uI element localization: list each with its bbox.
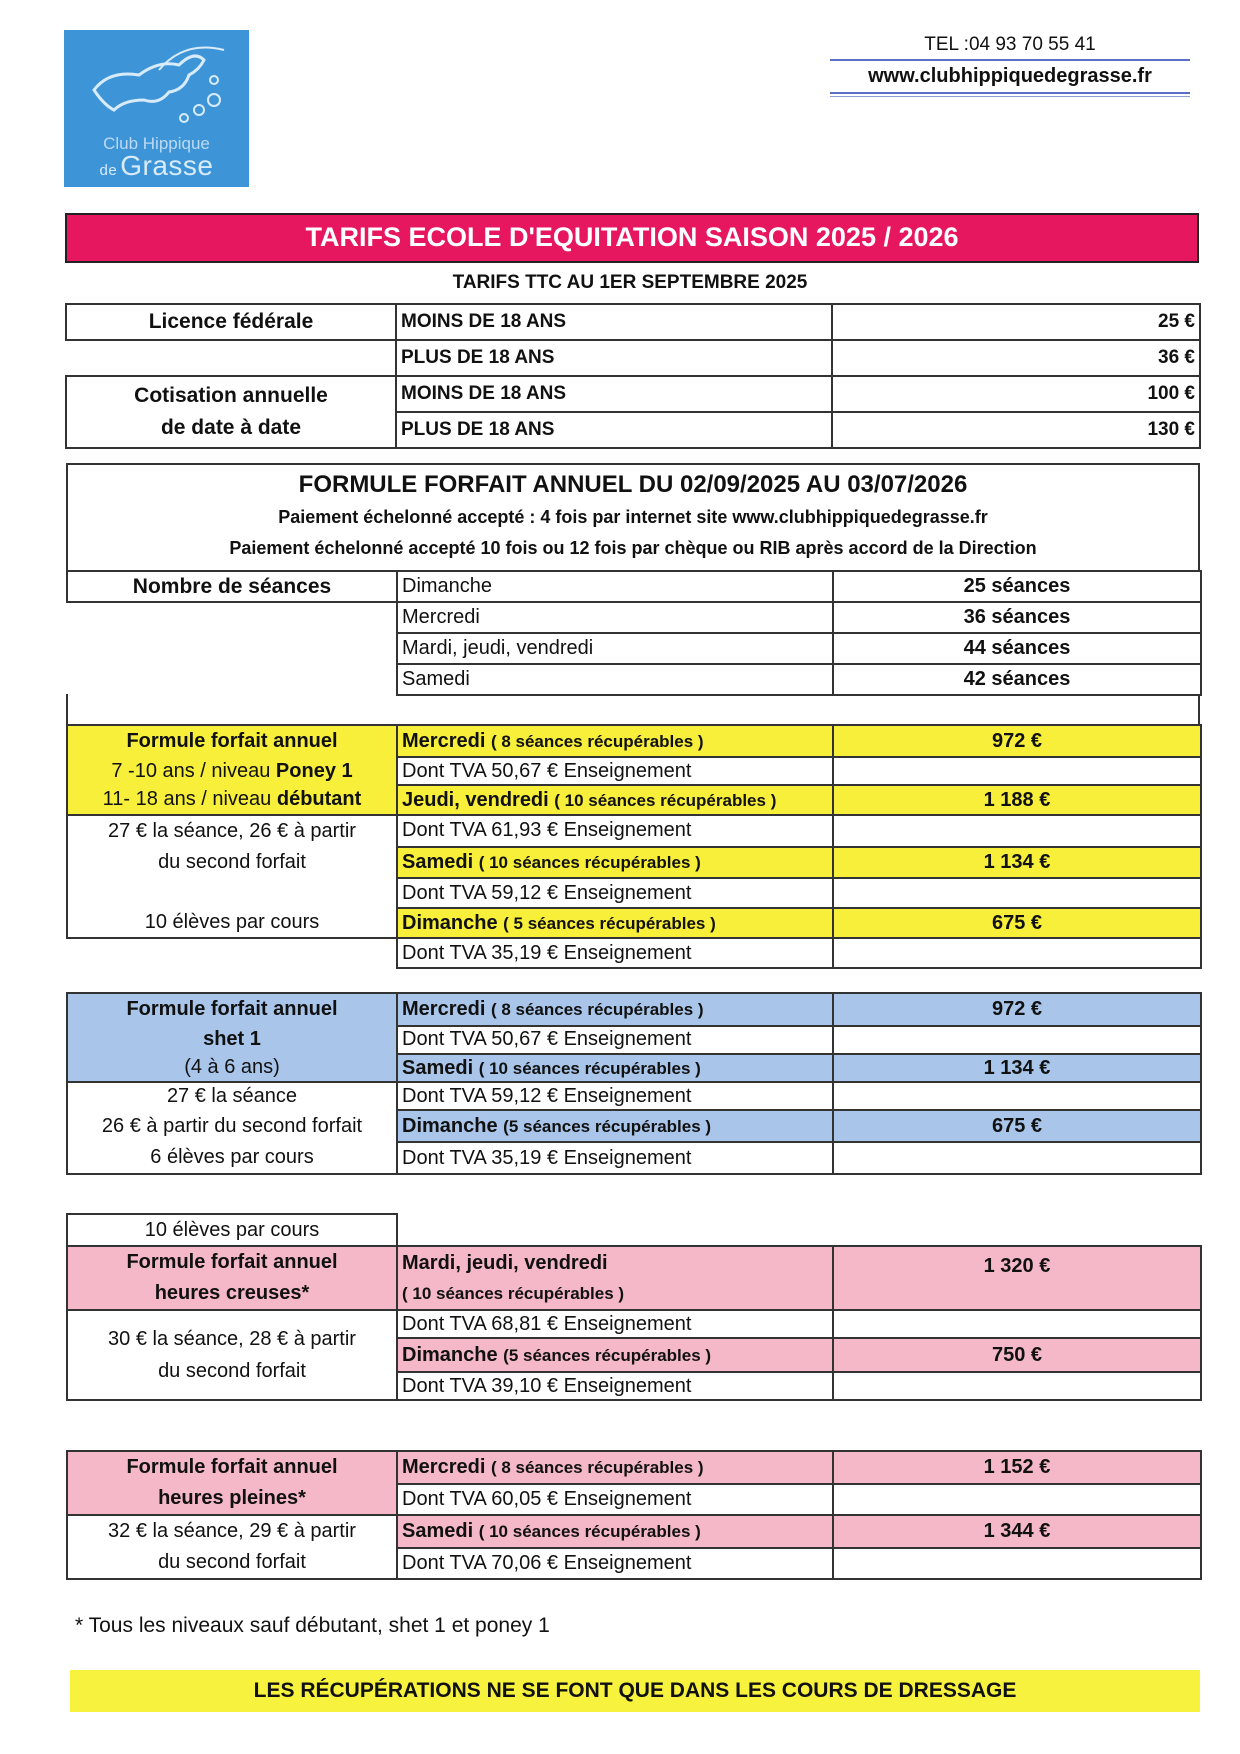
price-cell: 1 152 € [833, 1451, 1201, 1484]
footer-banner: LES RÉCUPÉRATIONS NE SE FONT QUE DANS LES COURS DE DRESSAGE [70, 1670, 1200, 1712]
table-row [67, 757, 1201, 785]
shet-table [66, 992, 1202, 1175]
page-title: TARIFS ECOLE D'EQUITATION SAISON 2025 / 2026 [65, 213, 1199, 263]
day-cell: Samedi [397, 664, 833, 695]
day-cell: Mercredi ( 8 séances récupérables ) [397, 725, 833, 757]
seances-table [66, 570, 1202, 696]
page-subtitle: TARIFS TTC AU 1ER SEPTEMBRE 2025 [452, 272, 808, 293]
contact-block [830, 34, 1220, 97]
day-cell: Mercredi [397, 602, 833, 633]
table-row [67, 1246, 1201, 1310]
tva-cell: Dont TVA 60,05 € Enseignement [397, 1484, 833, 1515]
website-link[interactable]: www.clubhippiquedegrasse.fr [830, 61, 1190, 94]
creuses-section [66, 1213, 1200, 1401]
table-row [67, 785, 1201, 815]
price-cell: 675 € [833, 1110, 1201, 1142]
tva-cell: Dont TVA 59,12 € Enseignement [397, 878, 833, 908]
creuses-title: Formule forfait annuel heures creuses* [67, 1246, 397, 1310]
table-row [66, 304, 1200, 340]
price-cell: 1 344 € [833, 1515, 1201, 1548]
price-cell: 1 188 € [833, 785, 1201, 815]
tva-cell: Dont TVA 50,67 € Enseignement [397, 1026, 833, 1054]
licence-label: Licence fédérale [66, 304, 396, 340]
tva-cell: Dont TVA 35,19 € Enseignement [397, 1142, 833, 1174]
table-row [66, 376, 1200, 412]
shet-price2: 26 € à partir du second forfait [67, 1110, 397, 1142]
payment-cheque: Paiement échelonné accepté 10 fois ou 12 fois par chèque ou RIB après accord de la Direction [229, 538, 1037, 558]
seances-label: Nombre de séances [67, 571, 397, 602]
table-row [67, 664, 1201, 695]
shet-title: Formule forfait annuel shet 1 [67, 993, 397, 1054]
day-cell: Dimanche (5 séances récupérables ) [397, 1110, 833, 1142]
day-cell: Dimanche [397, 571, 833, 602]
day-cell: Samedi ( 10 séances récupérables ) [397, 1054, 833, 1082]
pleines-section [66, 1450, 1200, 1580]
day-cell: Dimanche (5 séances récupérables ) [397, 1338, 833, 1372]
shet-students: 6 élèves par cours [67, 1142, 397, 1174]
footnote: * Tous les niveaux sauf débutant, shet 1 et poney 1 [75, 1614, 550, 1637]
shet-price1: 27 € la séance [67, 1082, 397, 1110]
poney-students: 10 élèves par cours [67, 908, 397, 938]
table-row [67, 1214, 1201, 1246]
poney-price-info: 27 € la séance, 26 € à partir du second forfait [67, 815, 397, 878]
creuses-price-info: 30 € la séance, 28 € à partir du second forfait [67, 1310, 397, 1400]
table-row [67, 1082, 1201, 1110]
tva-cell: Dont TVA 39,10 € Enseignement [397, 1372, 833, 1400]
club-logo [64, 30, 249, 187]
age-cell: PLUS DE 18 ANS [396, 340, 832, 376]
price-cell: 1 134 € [833, 1054, 1201, 1082]
poney-title: Formule forfait annuel [67, 725, 397, 757]
table-row [67, 878, 1201, 908]
poney-section [66, 724, 1200, 969]
logo-text-grasse: de Grasse [99, 150, 214, 181]
table-row [67, 1310, 1201, 1338]
day-cell: Jeudi, vendredi ( 10 séances récupérables ) [397, 785, 833, 815]
logo-text-club: Club Hippique [103, 134, 210, 153]
day-cell: Dimanche ( 5 séances récupérables ) [397, 908, 833, 938]
shet-age: (4 à 6 ans) [67, 1054, 397, 1082]
table-row [66, 340, 1200, 376]
count-cell: 36 séances [833, 602, 1201, 633]
forfait-title: FORMULE FORFAIT ANNUEL DU 02/09/2025 AU 03/07/2026 [298, 471, 968, 498]
table-row [67, 1110, 1201, 1142]
shet-section [66, 992, 1200, 1175]
price-cell: 130 € [832, 412, 1200, 448]
phone-number: TEL :04 93 70 55 41 [830, 34, 1190, 61]
table-row [67, 602, 1201, 633]
day-cell: Mercredi ( 8 séances récupérables ) [397, 993, 833, 1026]
poney-table [66, 724, 1202, 969]
price-cell: 972 € [833, 993, 1201, 1026]
price-cell: 100 € [832, 376, 1200, 412]
creuses-students: 10 élèves par cours [67, 1214, 397, 1246]
tva-cell: Dont TVA 61,93 € Enseignement [397, 815, 833, 847]
age-cell: PLUS DE 18 ANS [396, 412, 832, 448]
table-row [67, 993, 1201, 1026]
pleines-title: Formule forfait annuel heures pleines* [67, 1451, 397, 1515]
table-row [67, 571, 1201, 602]
price-cell: 36 € [832, 340, 1200, 376]
day-cell: Mardi, jeudi, vendredi [397, 633, 833, 664]
price-cell: 675 € [833, 908, 1201, 938]
day-cell: Samedi ( 10 séances récupérables ) [397, 1515, 833, 1548]
count-cell: 44 séances [833, 633, 1201, 664]
pleines-table [66, 1450, 1202, 1580]
poney-age1: 7 -10 ans / niveau Poney 1 [67, 757, 397, 785]
payment-internet: Paiement échelonné accepté : 4 fois par internet site www.clubhippiquedegrasse.fr [278, 507, 988, 527]
age-cell: MOINS DE 18 ANS [396, 376, 832, 412]
day-cell: Mardi, jeudi, vendredi ( 10 séances récupérables ) [397, 1246, 833, 1310]
price-cell: 1 320 € [833, 1246, 1201, 1310]
day-cell: Mercredi ( 8 séances récupérables ) [397, 1451, 833, 1484]
price-cell: 750 € [833, 1338, 1201, 1372]
tva-cell: Dont TVA 59,12 € Enseignement [397, 1082, 833, 1110]
table-row [67, 633, 1201, 664]
table-row [67, 1451, 1201, 1484]
table-row [67, 1515, 1201, 1548]
poney-age2: 11- 18 ans / niveau débutant [67, 785, 397, 815]
tva-cell: Dont TVA 70,06 € Enseignement [397, 1548, 833, 1579]
price-cell: 1 134 € [833, 847, 1201, 879]
count-cell: 42 séances [833, 664, 1201, 695]
cotisation-label: Cotisation annuelle de date à date [66, 376, 396, 448]
count-cell: 25 séances [833, 571, 1201, 602]
pleines-price-info: 32 € la séance, 29 € à partir du second forfait [67, 1515, 397, 1579]
tva-cell: Dont TVA 35,19 € Enseignement [397, 938, 833, 968]
creuses-table [66, 1213, 1202, 1401]
table-row [67, 725, 1201, 757]
tva-cell: Dont TVA 68,81 € Enseignement [397, 1310, 833, 1338]
table-row [67, 908, 1201, 938]
table-row [67, 815, 1201, 847]
forfait-header [66, 463, 1200, 570]
table-row [67, 938, 1201, 968]
price-cell: 972 € [833, 725, 1201, 757]
price-cell: 25 € [832, 304, 1200, 340]
table-row [67, 1142, 1201, 1174]
tva-cell: Dont TVA 50,67 € Enseignement [397, 757, 833, 785]
age-cell: MOINS DE 18 ANS [396, 304, 832, 340]
horse-logo-icon [64, 30, 249, 140]
licence-table [65, 303, 1201, 449]
table-row [67, 1054, 1201, 1082]
day-cell: Samedi ( 10 séances récupérables ) [397, 847, 833, 879]
